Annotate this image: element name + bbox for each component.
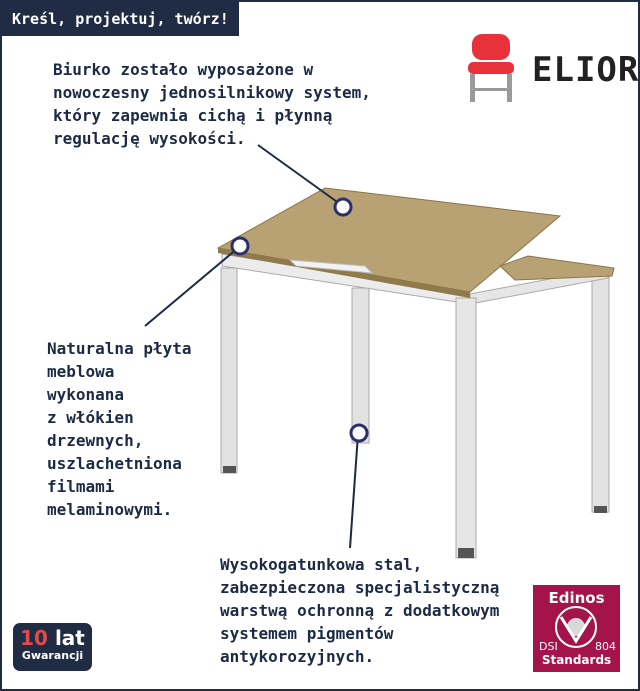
callout-desktop-material: Naturalna płyta meblowa wykonana z włókien drzewnych, uszlachetniona filmami melaminowymi. — [47, 339, 192, 519]
desk-leg-back-middle — [352, 288, 369, 443]
chair-icon — [456, 30, 526, 105]
certificate-brand: Edinos — [548, 589, 605, 607]
desk-foot-back-left — [223, 466, 236, 473]
warranty-years-line — [13, 627, 92, 649]
marker-dot-bottom — [351, 425, 367, 441]
desk-leg-back-right — [592, 272, 609, 512]
warranty-unit: lat — [54, 626, 85, 650]
warranty-label: Gwarancji — [21, 649, 84, 662]
certificate-label: Standards — [541, 653, 612, 667]
warranty-years: 10 — [20, 626, 48, 650]
certificate-right-code: 804 — [595, 640, 616, 653]
desk-leg-back-left — [221, 268, 237, 473]
callout-motor-system: Biurko zostało wyposażone w nowoczesny jednosilnikowy system, który zapewnia cichą i płynną regulację wysokości. — [53, 60, 371, 148]
brand-name: ELIOR — [532, 50, 640, 90]
connector-line-top — [258, 145, 340, 204]
desk-top-tilted — [218, 188, 560, 292]
certificate-left-code: DSI — [539, 640, 558, 653]
marker-dot-left — [232, 238, 248, 254]
callout-steel-frame: Wysokogatunkowa stal, zabezpieczona specjalistyczną warstwą ochronną z dodatkowym systemem pigmentów antykorozyjnych. — [220, 555, 500, 666]
connector-line-bottom — [350, 434, 358, 548]
desk-leg-front — [456, 298, 476, 558]
desk-side-shelf — [500, 256, 614, 280]
header-tag: Kreśl, projektuj, twórz! — [2, 2, 239, 36]
certificate-badge — [533, 585, 620, 672]
desk-foot-back-right — [594, 506, 607, 513]
warranty-badge — [13, 623, 92, 671]
marker-dot-top — [335, 199, 351, 215]
brand-logo — [456, 30, 640, 110]
